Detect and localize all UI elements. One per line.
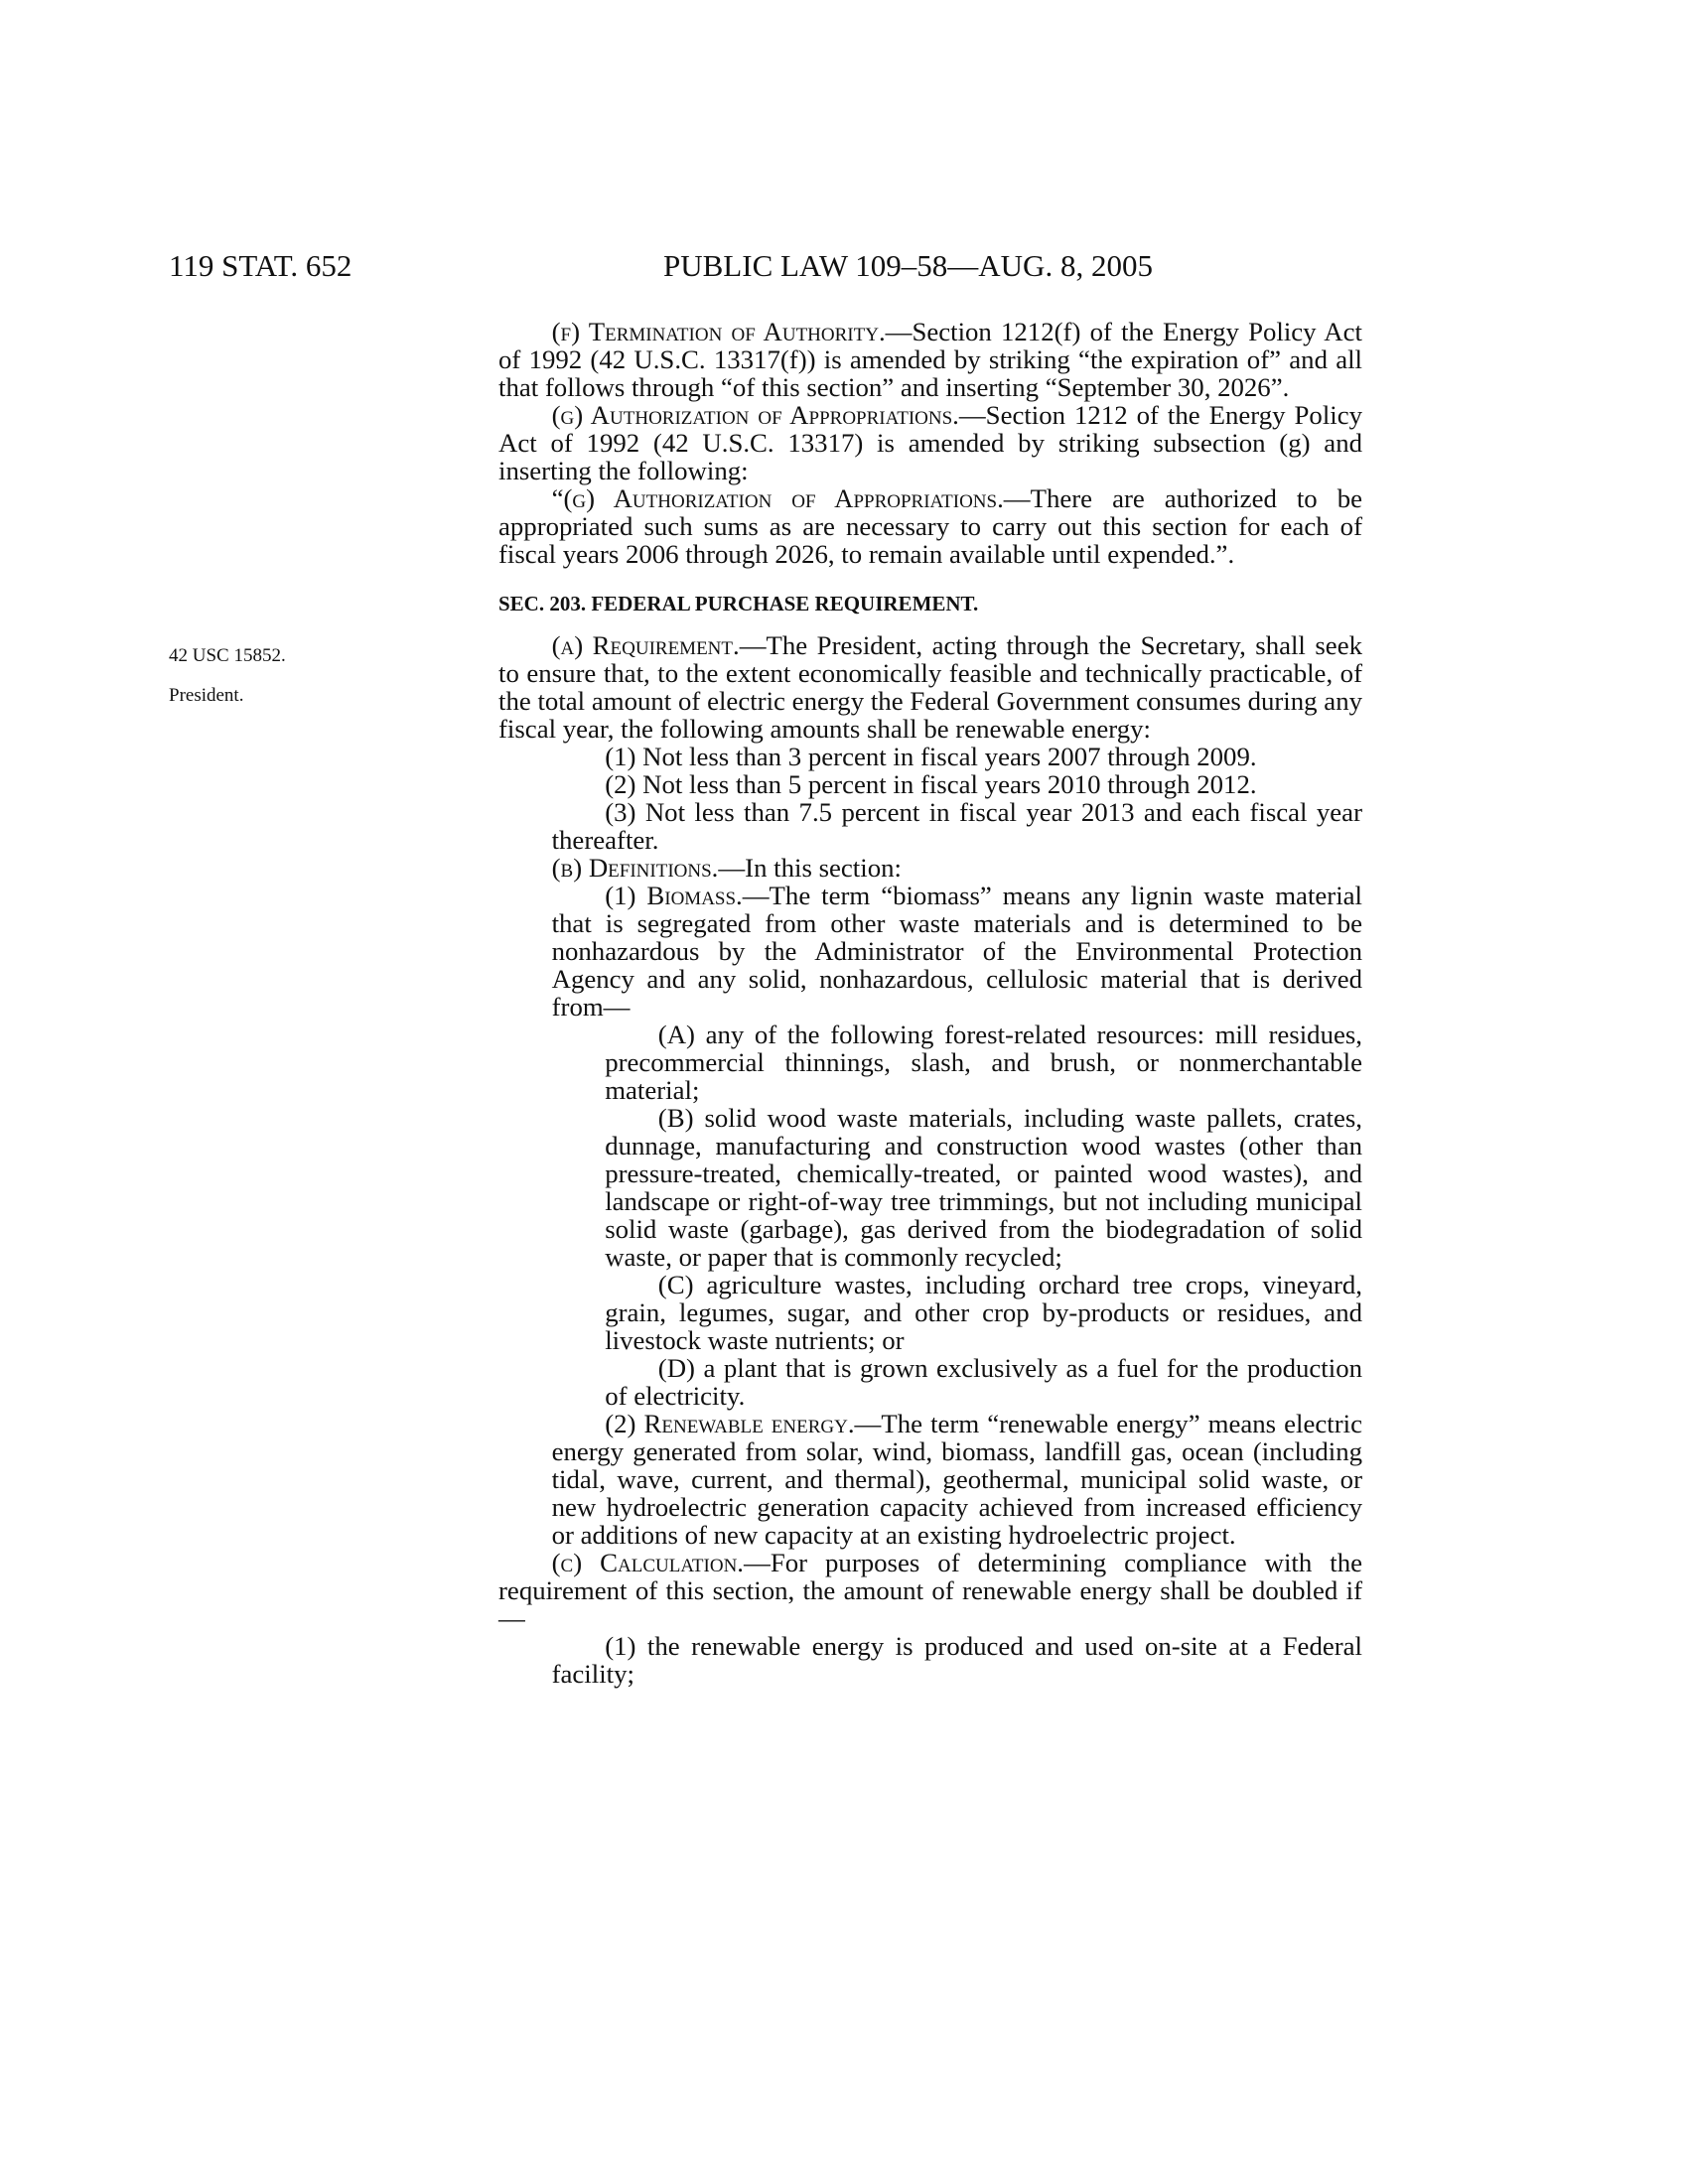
text-c: —For purposes of determining compliance with the requirement of this section, the amount of renewable energy shall be doubled if—: [498, 1548, 1362, 1633]
paragraph-a3: (3) Not less than 7.5 percent in fiscal year 2013 and each fiscal year thereafter.: [551, 797, 1362, 855]
paragraph-b: [498, 854, 1362, 882]
text-f: —Section 1212(f) of the Energy Policy Act of 1992 (42 U.S.C. 13317(f)) is amended by striking “the expiration of” and all that follows through “of this section” and inserting “September 30, 2026”.: [498, 317, 1362, 402]
paragraph-b2: [498, 1410, 1362, 1549]
heading-g-quoted: “(g) Authorization of Appropriations.: [551, 483, 1004, 513]
heading-c: (c) Calculation.: [551, 1548, 745, 1577]
margin-note-usc: 42 USC 15852.: [169, 645, 286, 666]
text-g: —Section 1212 of the Energy Policy Act of 1992 (42 U.S.C. 13317) is amended by striking subsection (g) and inserting the following:: [498, 400, 1362, 485]
text-b1: —The term “biomass” means any lignin waste material that is segregated from other waste materials and is determined to be nonhazardous by the Administrator of the Environmental Protection Agency and any solid, nonhazardous, cellulosic material that is derived from—: [551, 881, 1362, 1022]
paragraph-g: [498, 401, 1362, 484]
margin-note-president: President.: [169, 685, 244, 706]
heading-a: (a) Requirement.: [551, 630, 740, 660]
text-g-quoted: —There are authorized to be appropriated such sums as are necessary to carry out this section for each of fiscal years 2006 through 2026, to remain available until expended.”.: [498, 483, 1362, 569]
paragraph-b1D: (D) a plant that is grown exclusively as a fuel for the production of electricity.: [605, 1353, 1362, 1411]
paragraph-a2: (2) Not less than 5 percent in fiscal years 2010 through 2012.: [605, 769, 1257, 799]
paragraph-g-quoted: [498, 484, 1362, 568]
statute-page-number: 119 STAT. 652: [169, 248, 352, 283]
heading-f: (f) Termination of Authority.: [551, 317, 886, 346]
paragraph-c1: (1) the renewable energy is produced and used on-site at a Federal facility;: [551, 1631, 1362, 1689]
section-title: SEC. 203. FEDERAL PURCHASE REQUIREMENT.: [498, 592, 979, 615]
paragraph-b1B: (B) solid wood waste materials, including waste pallets, crates, dunnage, manufacturing and construction wood wastes (other than pressure-treated, chemically-treated, or painted wood wastes), and landscape or right-of-way tree trimmings, but not including municipal solid waste (garbage), gas derived from the biodegradation of solid waste, or paper that is commonly recycled;: [605, 1103, 1362, 1272]
paragraph-c: [498, 1549, 1362, 1632]
heading-b1: (1) Biomass.: [605, 881, 743, 910]
paragraph-b1: [498, 882, 1362, 1021]
text-a: —The President, acting through the Secretary, shall seek to ensure that, to the extent economically feasible and technically practicable, of the total amount of electric energy the Federal Government consumes during any fiscal year, the following amounts shall be renewable energy:: [498, 630, 1362, 744]
heading-b: (b) Definitions.: [551, 853, 719, 883]
paragraph-b1A: (A) any of the following forest-related resources: mill residues, precommercial thinnings, slash, and brush, or nonmerchantable material;: [605, 1020, 1362, 1105]
document-body: [498, 318, 1362, 1688]
text-b: —In this section:: [718, 853, 902, 883]
running-header-title: PUBLIC LAW 109–58—AUG. 8, 2005: [663, 248, 1153, 283]
heading-g: (g) Authorization of Appropriations.: [551, 400, 959, 430]
paragraph-b1C: (C) agriculture wastes, including orchard tree crops, vineyard, grain, legumes, sugar, and other crop by-products or residues, and livestock waste nutrients; or: [605, 1270, 1362, 1355]
paragraph-a1: (1) Not less than 3 percent in fiscal years 2007 through 2009.: [605, 742, 1257, 771]
paragraph-a: [498, 631, 1362, 743]
text-b2: —The term “renewable energy” means electric energy generated from solar, wind, biomass, landfill gas, ocean (including tidal, wave, current, and thermal), geothermal, municipal solid waste, or new hydroelectric generation capacity achieved from increased efficiency or additions of new capacity at an existing hydroelectric project.: [551, 1409, 1362, 1550]
paragraph-f: [498, 318, 1362, 401]
heading-b2: (2) Renewable energy.: [605, 1409, 855, 1438]
